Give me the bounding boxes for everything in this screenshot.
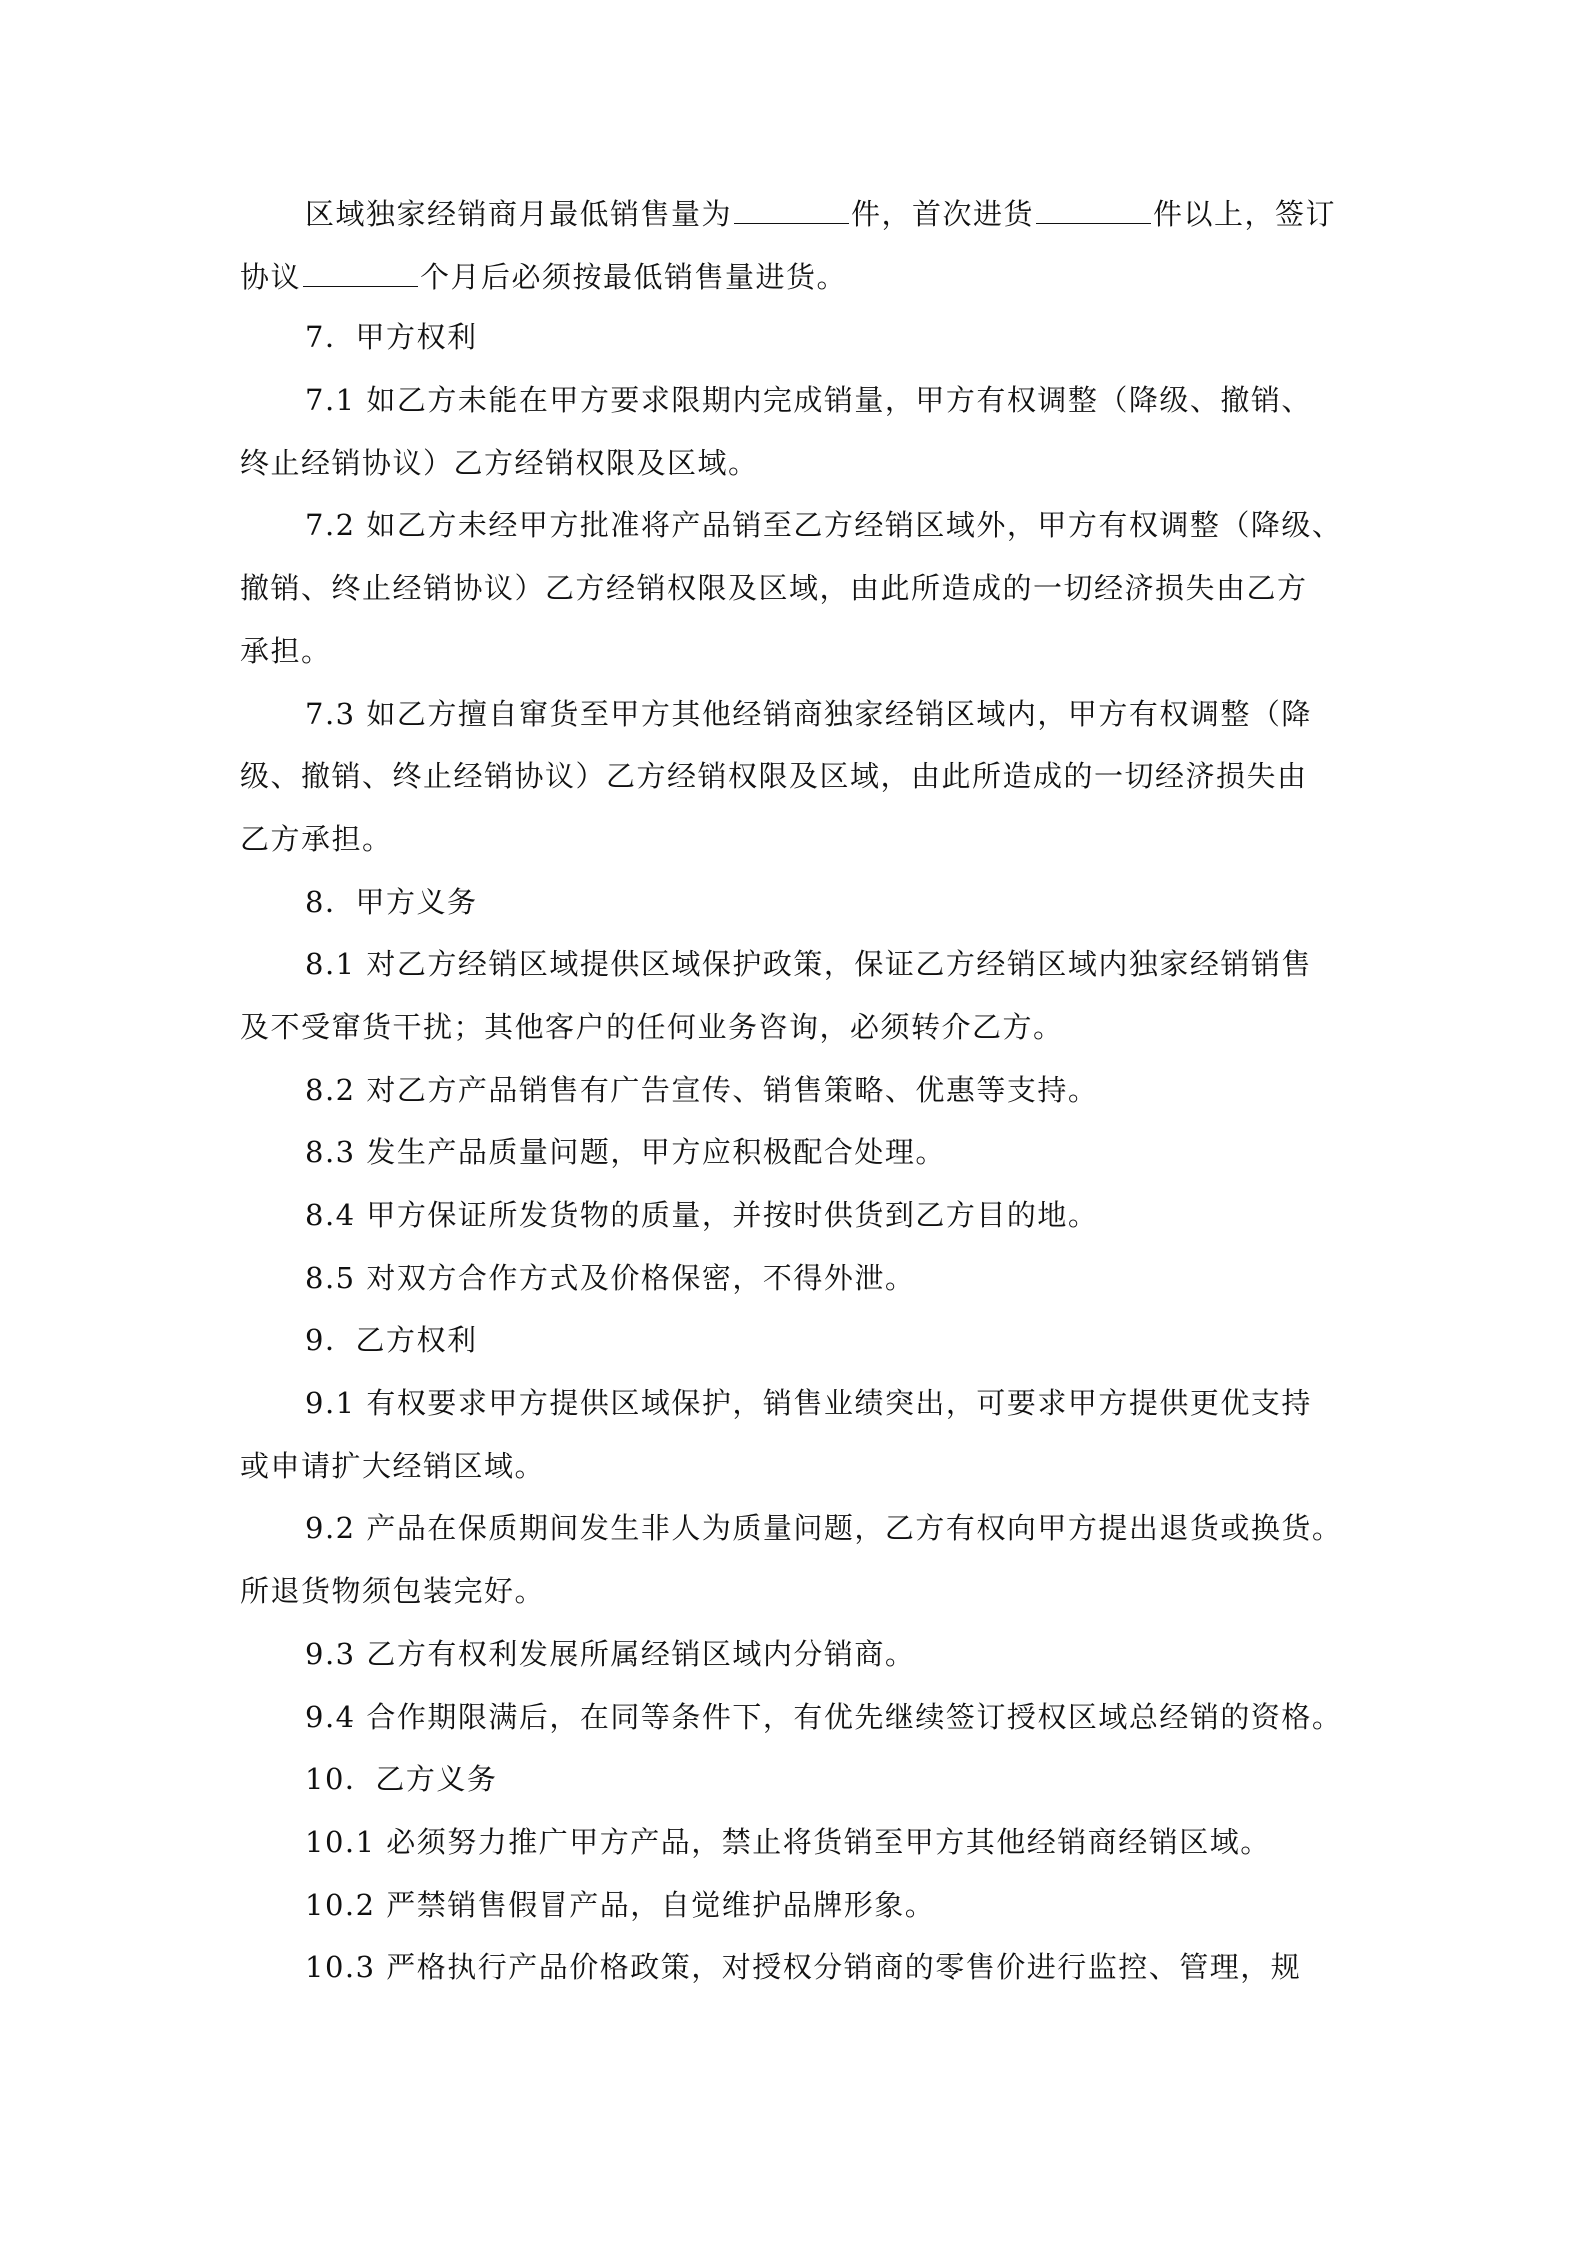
text-line: 所退货物须包装完好。	[240, 1574, 546, 1609]
text-line: 8.2 对乙方产品销售有广告宣传、销售策略、优惠等支持。	[305, 1072, 1099, 1107]
fill-in-blank	[1036, 197, 1151, 224]
text-line: 10.3 严格执行产品价格政策，对授权分销商的零售价进行监控、管理，规	[305, 1950, 1302, 1985]
text-line: 7.1 如乙方未能在甲方要求限期内完成销量，甲方有权调整（降级、撤销、	[305, 383, 1312, 418]
text-line	[240, 197, 1349, 231]
text-line: 终止经销协议）乙方经销权限及区域。	[240, 445, 759, 480]
text-run: 件以上，签订	[1153, 197, 1337, 231]
text-line: 乙方承担。	[240, 821, 393, 856]
fill-in-blank	[303, 260, 418, 287]
section-heading: 10．乙方义务	[305, 1762, 498, 1797]
text-line: 7.3 如乙方擅自窜货至甲方其他经销商独家经销区域内，甲方有权调整（降	[305, 696, 1312, 731]
text-run: 协议	[240, 259, 302, 294]
text-line: 8.4 甲方保证所发货物的质量，并按时供货到乙方目的地。	[305, 1198, 1099, 1232]
text-line: 撤销、终止经销协议）乙方经销权限及区域，由此所造成的一切经济损失由乙方	[240, 571, 1308, 606]
text-line: 7.2 如乙方未经甲方批准将产品销至乙方经销区域外，甲方有权调整（降级、	[305, 508, 1343, 543]
section-heading: 7．甲方权利	[305, 320, 478, 355]
text-run: 区域独家经销商月最低销售量为	[305, 197, 733, 231]
text-line: 9.2 产品在保质期间发生非人为质量问题，乙方有权向甲方提出退货或换货。	[305, 1511, 1343, 1546]
text-run: 件，首次进货	[851, 197, 1035, 231]
fill-in-blank	[734, 197, 849, 224]
section-heading: 9．乙方权利	[305, 1323, 478, 1358]
text-line: 10.2 严禁销售假冒产品，自觉维护品牌形象。	[305, 1887, 936, 1922]
text-run: 个月后必须按最低销售量进货。	[420, 259, 848, 294]
section-heading: 8．甲方义务	[305, 884, 478, 919]
text-line: 9.3 乙方有权利发展所属经销区域内分销商。	[305, 1636, 916, 1671]
text-line: 10.1 必须努力推广甲方产品，禁止将货销至甲方其他经销商经销区域。	[305, 1824, 1271, 1859]
text-line: 8.5 对双方合作方式及价格保密，不得外泄。	[305, 1260, 916, 1295]
text-line: 及不受窜货干扰；其他客户的任何业务咨询，必须转介乙方。	[240, 1009, 1064, 1044]
text-line: 级、撤销、终止经销协议）乙方经销权限及区域，由此所造成的一切经济损失由	[240, 759, 1308, 794]
text-line: 9.1 有权要求甲方提供区域保护，销售业绩突出，可要求甲方提供更优支持	[305, 1386, 1312, 1421]
text-line: 或申请扩大经销区域。	[240, 1448, 546, 1483]
text-line: 9.4 合作期限满后，在同等条件下，有优先继续签订授权区域总经销的资格。	[305, 1699, 1343, 1734]
text-line	[240, 259, 1349, 294]
text-line: 8.1 对乙方经销区域提供区域保护政策，保证乙方经销区域内独家经销销售	[305, 947, 1312, 982]
text-line: 承担。	[240, 633, 332, 668]
text-line: 8.3 发生产品质量问题，甲方应积极配合处理。	[305, 1135, 946, 1170]
